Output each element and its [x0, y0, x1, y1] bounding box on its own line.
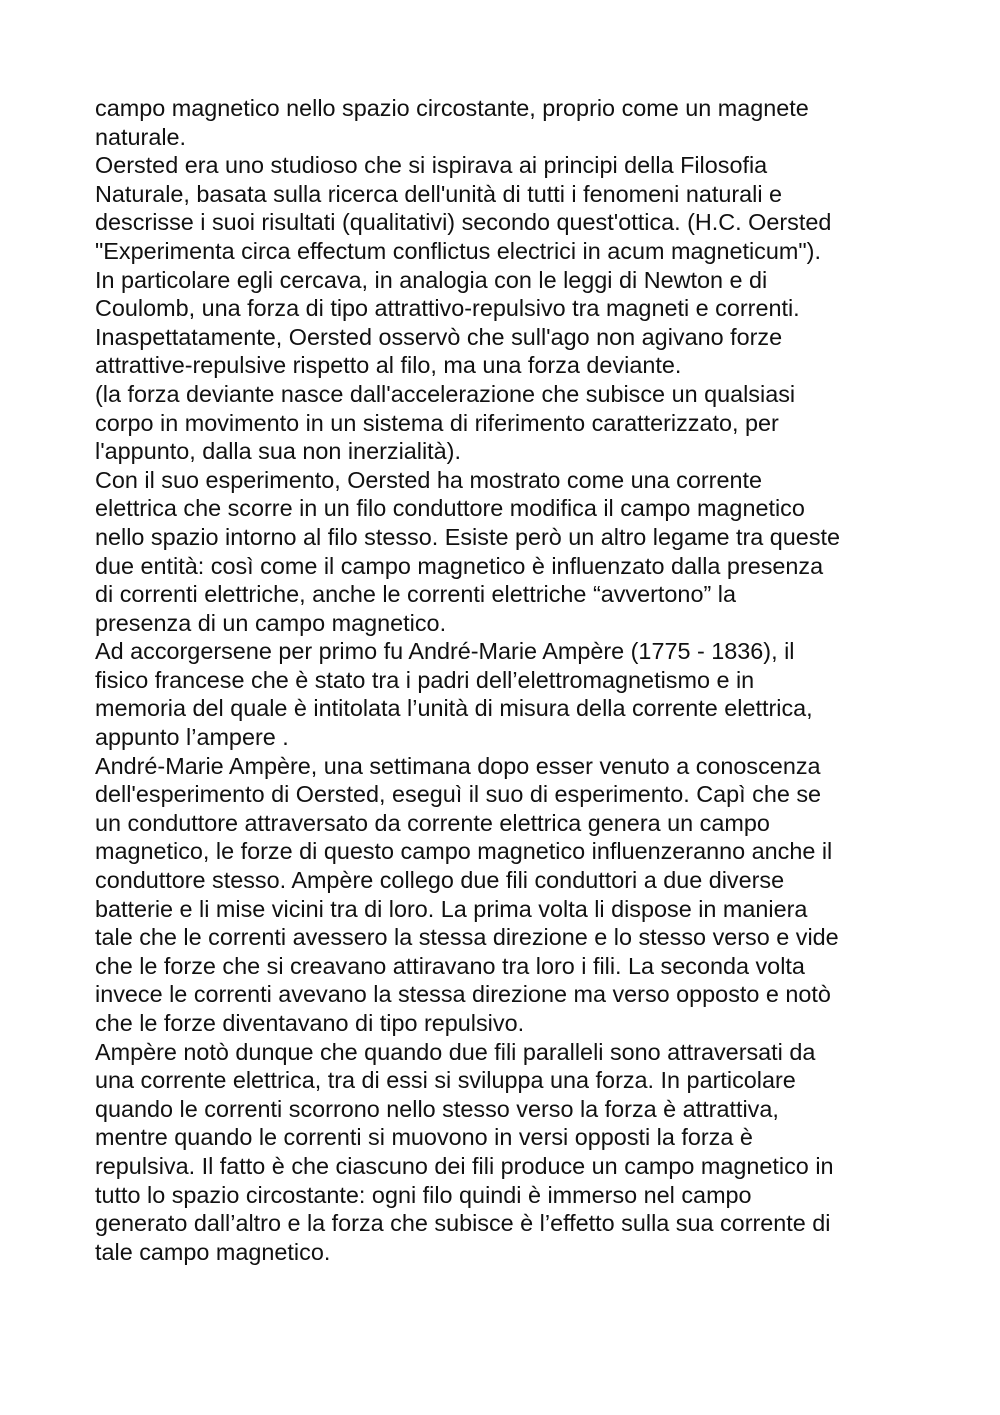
text-line: repulsiva. Il fatto è che ciascuno dei fili produce un campo magnetico in [95, 1152, 834, 1179]
text-line: batterie e li mise vicini tra di loro. La prima volta li dispose in maniera [95, 895, 808, 922]
text-line: (la forza deviante nasce dall'accelerazione che subisce un qualsiasi [95, 380, 796, 407]
text-line: tale campo magnetico. [95, 1238, 331, 1265]
text-line: fisico francese che è stato tra i padri dell’elettromagnetismo e in [95, 666, 755, 693]
text-line: Oersted era uno studioso che si ispirava ai principi della Filosofia [95, 152, 768, 179]
text-line: magnetico, le forze di questo campo magnetico influenzeranno anche il [95, 838, 833, 865]
text-line: invece le correnti avevano la stessa direzione ma verso opposto e notò [95, 981, 831, 1008]
text-line: appunto l’ampere . [95, 724, 289, 751]
text-line: generato dall’altro e la forza che subisce è l’effetto sulla sua corrente di [95, 1210, 831, 1237]
text-line: conduttore stesso. Ampère collego due fili conduttori a due diverse [95, 867, 785, 894]
text-line: Con il suo esperimento, Oersted ha mostrato come una corrente [95, 466, 762, 493]
text-line: tutto lo spazio circostante: ogni filo quindi è immerso nel campo [95, 1181, 752, 1208]
text-line: Coulomb, una forza di tipo attrattivo-repulsivo tra magneti e correnti. [95, 295, 800, 322]
text-line: attrattive-repulsive rispetto al filo, ma una forza deviante. [95, 352, 682, 379]
text-line: "Experimenta circa effectum conflictus electrici in acum magneticum"). [95, 237, 821, 264]
text-line: che le forze che si creavano attiravano tra loro i fili. La seconda volta [95, 952, 805, 979]
text-line: nello spazio intorno al filo stesso. Esiste però un altro legame tra queste [95, 523, 841, 550]
text-line: naturale. [95, 123, 187, 150]
text-line: mentre quando le correnti si muovono in versi opposti la forza è [95, 1124, 753, 1151]
text-line: quando le correnti scorrono nello stesso verso la forza è attrattiva, [95, 1095, 779, 1122]
text-line: corpo in movimento in un sistema di riferimento caratterizzato, per [95, 409, 779, 436]
text-line: dell'esperimento di Oersted, eseguì il suo di esperimento. Capì che se [95, 781, 822, 808]
text-line: In particolare egli cercava, in analogia con le leggi di Newton e di [95, 266, 768, 293]
text-line: Ad accorgersene per primo fu André-Marie Ampère (1775 - 1836), il [95, 638, 795, 665]
text-line: l'appunto, dalla sua non inerzialità). [95, 438, 461, 465]
text-line: memoria del quale è intitolata l’unità di misura della corrente elettrica, [95, 695, 813, 722]
text-line: presenza di un campo magnetico. [95, 609, 447, 636]
text-line: elettrica che scorre in un filo conduttore modifica il campo magnetico [95, 495, 805, 522]
text-line: che le forze diventavano di tipo repulsivo. [95, 1010, 525, 1036]
text-line: Inaspettatamente, Oersted osservò che sull'ago non agivano forze [95, 323, 783, 350]
text-line: Ampère notò dunque che quando due fili paralleli sono attraversati da [95, 1038, 816, 1065]
text-line: due entità: così come il campo magnetico è influenzato dalla presenza [95, 552, 824, 579]
text-line: di correnti elettriche, anche le correnti elettriche “avvertono” la [95, 581, 736, 608]
text-line: tale che le correnti avessero la stessa direzione e lo stesso verso e vide [95, 924, 839, 951]
text-line: descrisse i suoi risultati (qualitativi) secondo quest'ottica. (H.C. Oersted [95, 209, 832, 236]
body-text [95, 94, 910, 1266]
text-line: un conduttore attraversato da corrente elettrica genera un campo [95, 809, 770, 836]
text-line: Naturale, basata sulla ricerca dell'unità di tutti i fenomeni naturali e [95, 180, 783, 207]
text-line: campo magnetico nello spazio circostante, proprio come un magnete [95, 95, 809, 121]
text-line: André-Marie Ampère, una settimana dopo esser venuto a conoscenza [95, 752, 821, 779]
text-line: una corrente elettrica, tra di essi si sviluppa una forza. In particolare [95, 1067, 796, 1094]
